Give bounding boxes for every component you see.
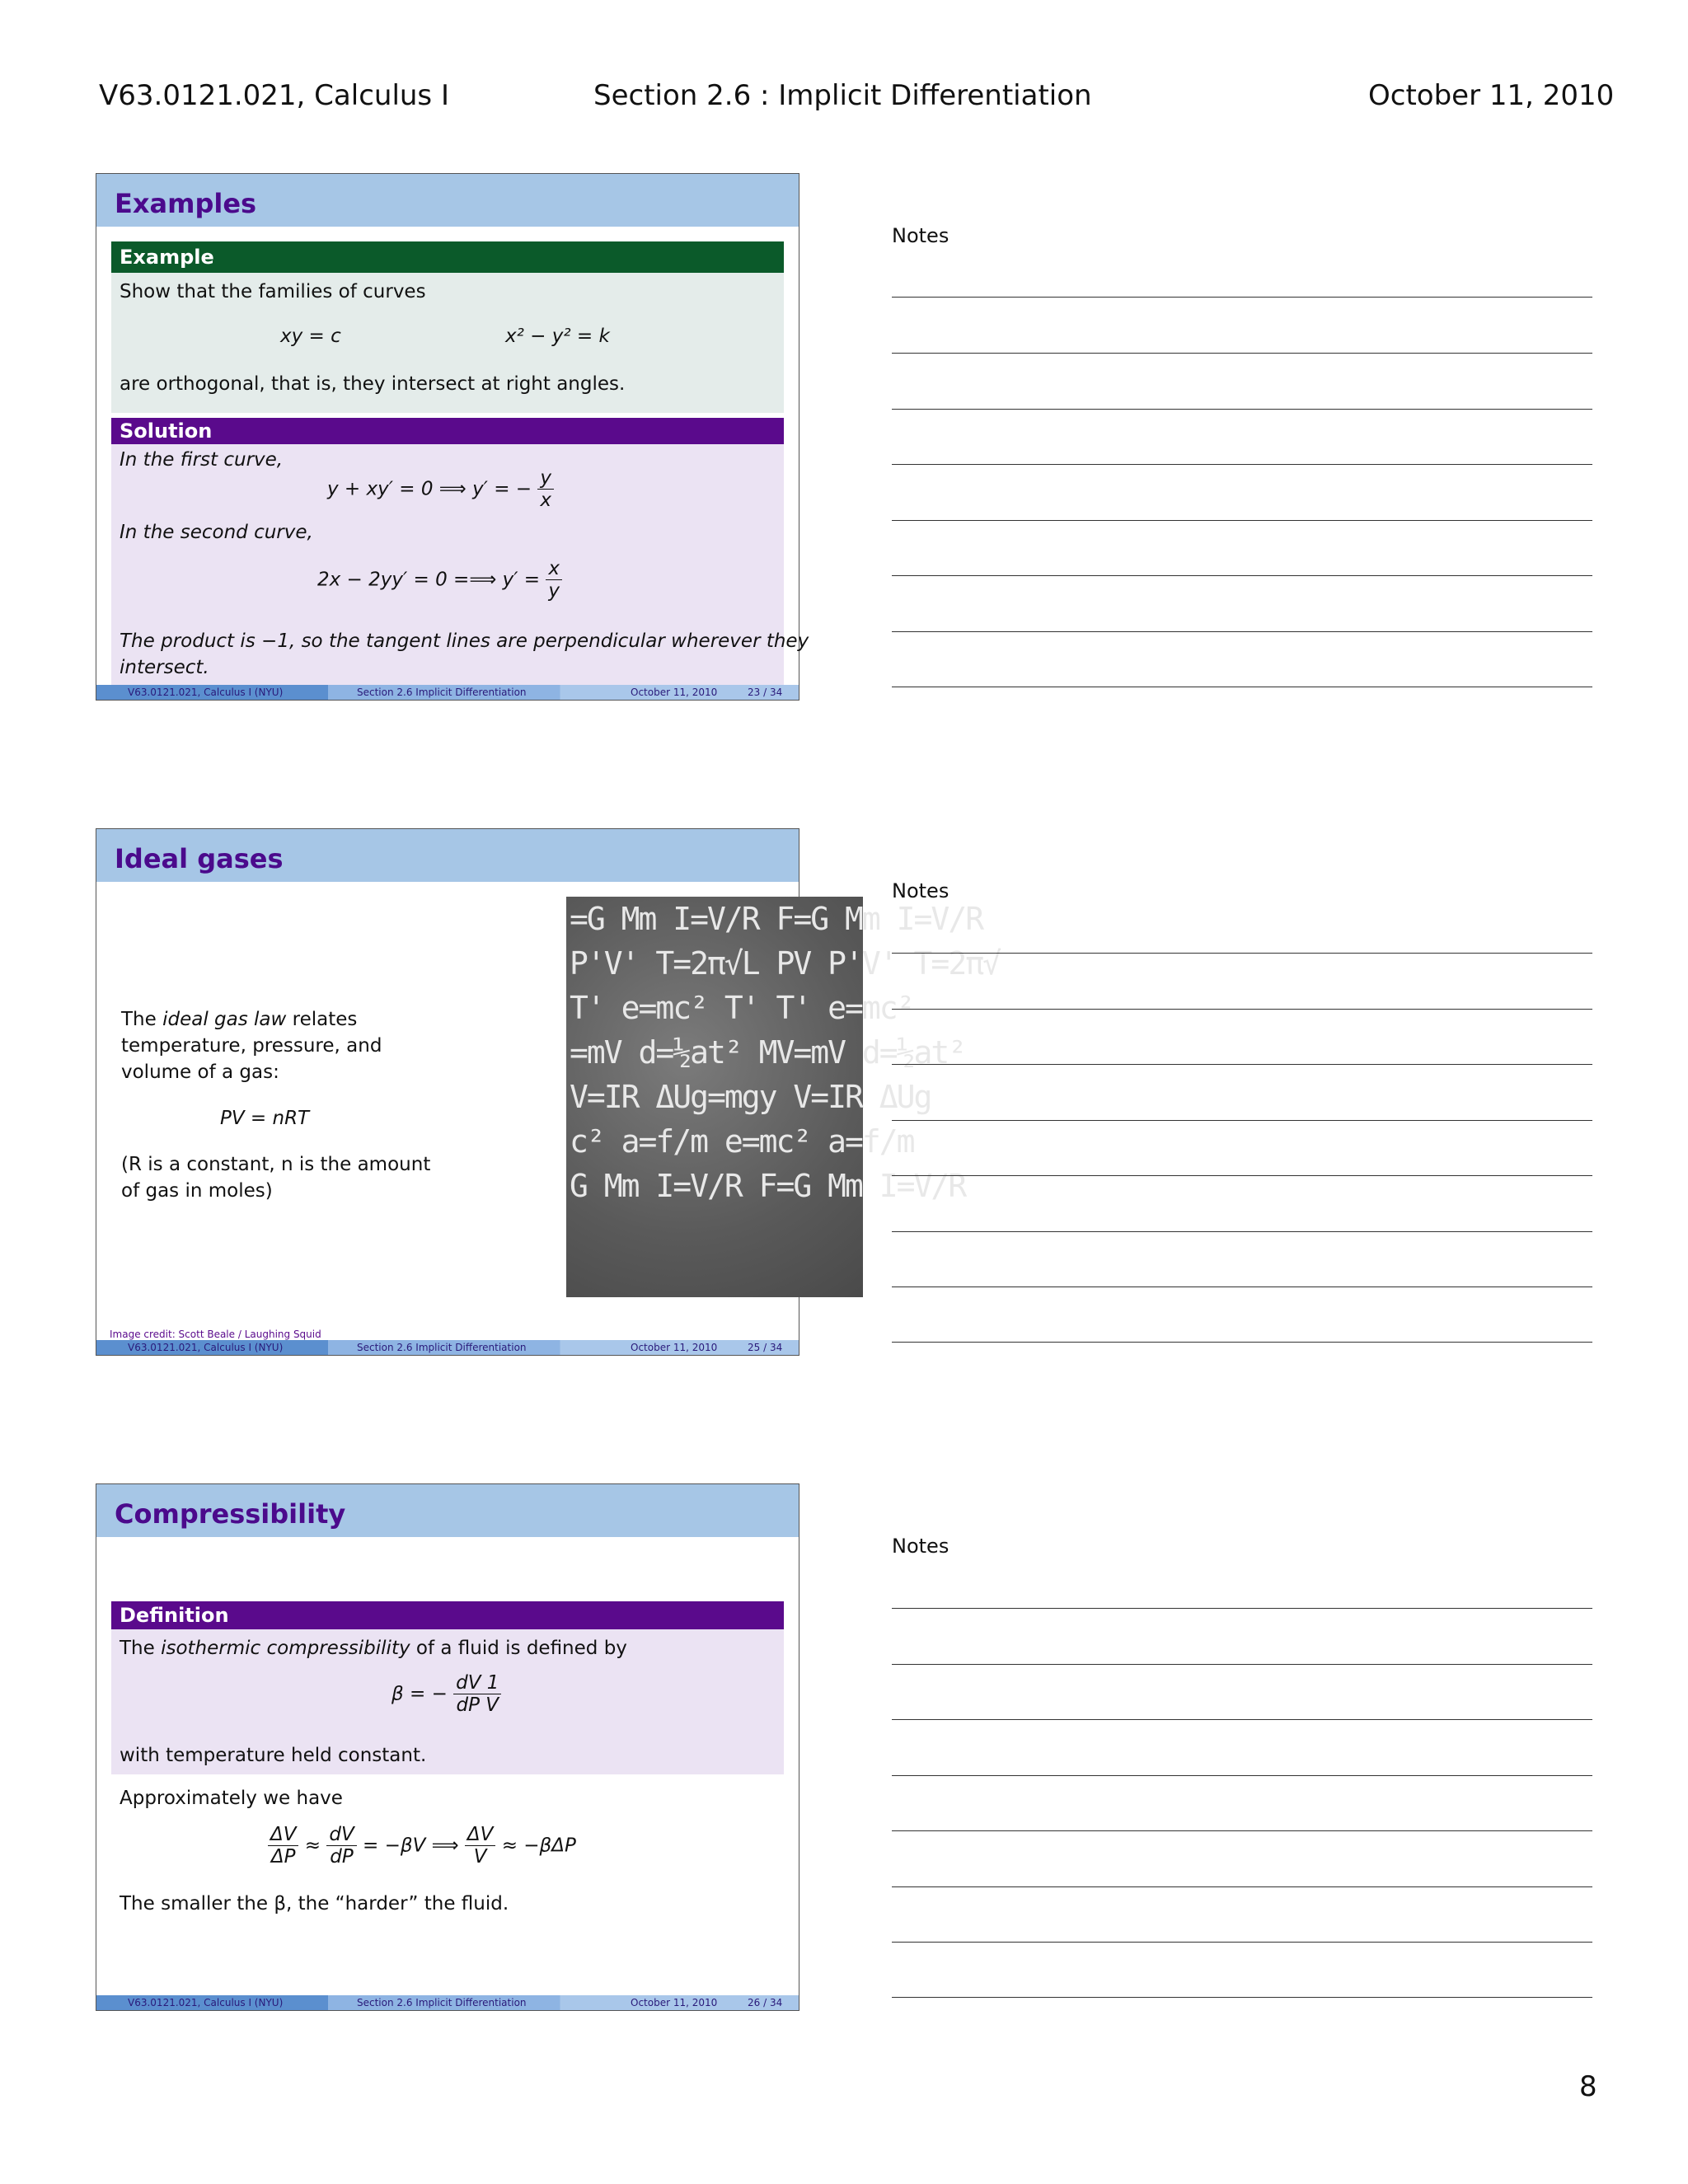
slide-examples [96, 173, 809, 701]
fraction [546, 558, 562, 602]
image-credit: Image credit: Scott Beale / Laughing Squid [110, 1329, 321, 1340]
text-run: The [120, 1638, 162, 1659]
ideal-gas-equation: PV = nRT [220, 1108, 310, 1129]
chalk-line: V=IR ΔUg=mgy V=IR ΔUg [570, 1079, 931, 1115]
chalk-line: =G Mm I=V/R F=G Mm I=V/R [570, 901, 983, 937]
notes-line [892, 353, 1592, 354]
notes-label: Notes [892, 1535, 950, 1558]
notes-line [892, 1664, 1592, 1665]
notes-line [892, 631, 1592, 632]
chalk-line: c² a=f/m e=mc² a=f/m [570, 1123, 914, 1160]
notes-line [892, 1064, 1592, 1065]
footer-section: Section 2.6 Implicit Differentiation [357, 687, 527, 698]
ideal-gas-law-term: ideal gas law [162, 1009, 287, 1030]
definition-block-body [111, 1629, 784, 1774]
definition-block-header: Definition [111, 1601, 784, 1629]
footer-section: Section 2.6 Implicit Differentiation [357, 1997, 527, 2008]
notes-line [892, 1997, 1592, 1998]
example-block-body [111, 273, 784, 413]
notes-line [892, 1120, 1592, 1121]
notes-line [892, 409, 1592, 410]
notes-line [892, 1009, 1592, 1010]
solution-line2: In the second curve, [120, 522, 313, 543]
equation-end: ≈ −βΔP [501, 1835, 576, 1857]
text-run: of a fluid is defined by [410, 1638, 627, 1659]
slide-title: Compressibility [96, 1484, 799, 1537]
fraction [268, 1824, 298, 1868]
slide-title: Examples [96, 174, 799, 227]
footer-page: 25 / 34 [748, 1342, 783, 1353]
numerator: ΔV [465, 1824, 495, 1846]
notes-line [892, 1775, 1592, 1776]
slide-footer [96, 685, 799, 700]
notes-line [892, 520, 1592, 521]
notes-line [892, 1231, 1592, 1232]
notes-line [892, 1342, 1592, 1343]
solution-tail2: intersect. [120, 657, 209, 678]
definition-tail: with temperature held constant. [120, 1745, 427, 1766]
definition-equation [392, 1672, 501, 1717]
footer-course: V63.0121.021, Calculus I (NYU) [128, 687, 284, 698]
ideal-gas-note1: (R is a constant, n is the amount [121, 1154, 431, 1175]
notes-line [892, 1942, 1592, 1943]
slide-footer [96, 1995, 799, 2010]
equation-middle: = −βV ⟹ [363, 1835, 459, 1857]
slide-compressibility [96, 1483, 799, 2011]
conclusion-text: The smaller the β, the “harder” the fluid. [120, 1893, 509, 1915]
approx-equation [268, 1824, 576, 1868]
chalk-line: T' e=mc² T' T' e=mc² [570, 990, 914, 1026]
approx-text: Approximately we have [120, 1788, 343, 1809]
chalk-line: P'V' T=2π√L PV P'V' T=2π√ [570, 945, 1000, 982]
footer-course: V63.0121.021, Calculus I (NYU) [128, 1342, 284, 1353]
solution-tail1: The product is −1, so the tangent lines are perpendicular wherever they [120, 630, 809, 652]
equation-lhs: β = − [392, 1683, 448, 1705]
denominator: y [548, 580, 560, 602]
denominator: dP [330, 1846, 354, 1868]
solution-line1: In the first curve, [120, 449, 284, 471]
numerator: y [537, 467, 554, 490]
chalk-line: =mV d=½at² MV=mV d=½at² [570, 1034, 966, 1071]
notes-label: Notes [892, 224, 950, 247]
notes-line [892, 297, 1592, 298]
fraction [537, 467, 554, 512]
footer-date: October 11, 2010 [631, 1342, 718, 1353]
approx-symbol: ≈ [304, 1835, 321, 1857]
fraction [465, 1824, 495, 1868]
solution-block-header: Solution [111, 418, 784, 444]
definition-text [120, 1638, 627, 1659]
header-course: V63.0121.021, Calculus I [99, 79, 449, 112]
example-text: Show that the families of curves [120, 281, 426, 302]
solution-eq1 [327, 467, 554, 512]
denominator: dP V [456, 1694, 499, 1717]
header-section: Section 2.6 : Implicit Differentiation [593, 79, 1092, 112]
page-number: 8 [1579, 2070, 1597, 2103]
footer-date: October 11, 2010 [631, 1997, 718, 2008]
footer-page: 26 / 34 [748, 1997, 783, 2008]
notes-line [892, 1608, 1592, 1609]
header-date: October 11, 2010 [1368, 79, 1615, 112]
text-run: The [121, 1009, 163, 1030]
denominator: V [473, 1846, 487, 1868]
chalk-line: G Mm I=V/R F=G Mm I=V/R [570, 1168, 966, 1204]
solution-eq1-text: y + xy′ = 0 ⟹ y′ = − [327, 478, 532, 500]
solution-block-body [111, 444, 809, 691]
equation-hyperbola: x² − y² = k [505, 326, 610, 347]
slide-title: Ideal gases [96, 829, 799, 882]
notes-label: Notes [892, 879, 950, 902]
notes-line [892, 1286, 1592, 1287]
equation-xy: xy = c [280, 326, 341, 347]
example-block-header: Example [111, 241, 784, 273]
notes-line [892, 1719, 1592, 1720]
notes-line [892, 953, 1592, 954]
fraction [326, 1824, 356, 1868]
slide-footer [96, 1340, 799, 1355]
compressibility-term: isothermic compressibility [161, 1638, 410, 1659]
footer-course: V63.0121.021, Calculus I (NYU) [128, 1997, 284, 2008]
ideal-gas-text1 [121, 1009, 357, 1030]
numerator: dV 1 [453, 1672, 501, 1694]
notes-line [892, 1175, 1592, 1176]
notes-line [892, 575, 1592, 576]
notes-line [892, 1886, 1592, 1887]
ideal-gas-note2: of gas in moles) [121, 1180, 273, 1202]
footer-date: October 11, 2010 [631, 687, 718, 698]
footer-section: Section 2.6 Implicit Differentiation [357, 1342, 527, 1353]
fraction [453, 1672, 501, 1717]
example-tail: are orthogonal, that is, they intersect at right angles. [120, 373, 626, 395]
ideal-gas-text3: volume of a gas: [121, 1062, 279, 1083]
solution-eq2 [317, 558, 562, 602]
numerator: dV [326, 1824, 356, 1846]
numerator: ΔV [268, 1824, 298, 1846]
footer-page: 23 / 34 [748, 687, 783, 698]
chalkboard-formulas-image [566, 897, 1000, 1297]
text-run: relates [286, 1009, 358, 1030]
ideal-gas-text2: temperature, pressure, and [121, 1035, 382, 1057]
notes-line [892, 464, 1592, 465]
denominator: x [540, 490, 552, 512]
notes-line [892, 1830, 1592, 1831]
numerator: x [546, 558, 562, 580]
solution-eq2-text: 2x − 2yy′ = 0 =⟹ y′ = [317, 569, 541, 591]
denominator: ΔP [270, 1846, 296, 1868]
